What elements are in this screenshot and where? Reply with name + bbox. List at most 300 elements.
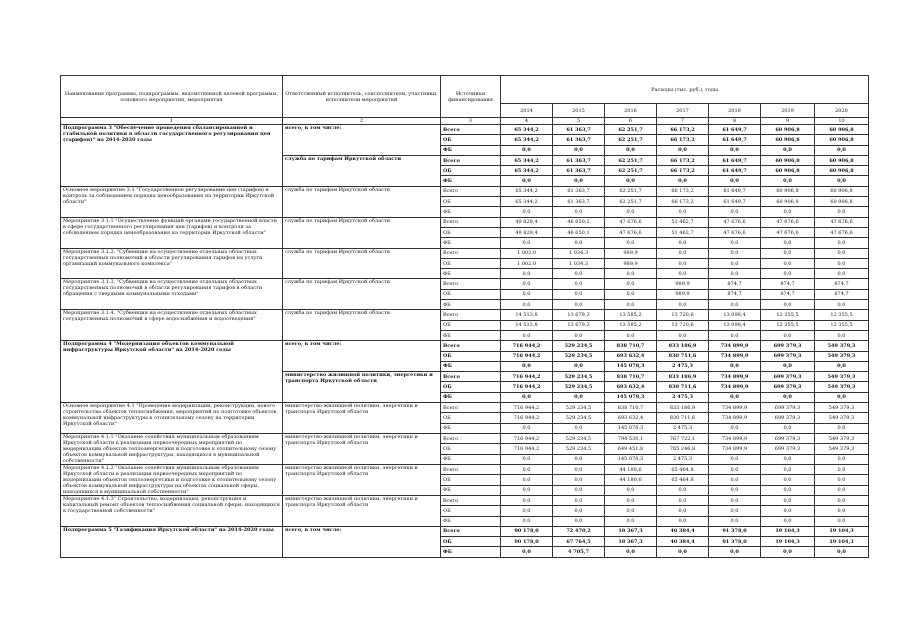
column-number: 4 (501, 118, 553, 125)
expense-value: 0,0 (709, 248, 761, 258)
expense-value: 61 363,7 (553, 125, 605, 135)
expense-value: 67 764,5 (553, 537, 605, 547)
program-name: Мероприятие 4.1.3" Строительство, модернизация, реконструкция и капитальный ремонт объектов теплоснабжения социальной сферы, находящихся в государственной собственности" (61, 495, 283, 526)
expense-value: 0,0 (761, 423, 815, 433)
expense-value: 61 363,7 (553, 186, 605, 196)
expense-value: 0,0 (761, 258, 815, 268)
expense-value: 61 363,7 (553, 155, 605, 165)
expense-value: 0,0 (553, 495, 605, 505)
expense-value: 0,0 (815, 547, 869, 557)
expense-value: 61 363,7 (553, 166, 605, 176)
expense-value: 0,0 (709, 300, 761, 310)
expense-value: 0,0 (553, 392, 605, 402)
table-row (61, 433, 869, 443)
expense-value: 60 906,8 (815, 186, 869, 196)
expense-value: 0,0 (815, 248, 869, 258)
expense-value: 0,0 (709, 547, 761, 557)
expense-value: 0,0 (605, 300, 657, 310)
expense-value: 0,0 (761, 176, 815, 186)
expense-value: 91 378,0 (709, 526, 761, 536)
expense-value: 0,0 (605, 289, 657, 299)
expense-value: 0,0 (501, 361, 553, 371)
expense-value: 90 178,0 (501, 526, 553, 536)
expense-value: 1 002,0 (501, 248, 553, 258)
expense-value: 0,0 (501, 176, 553, 186)
expense-value: 19 104,3 (761, 526, 815, 536)
funding-source: ФБ (441, 547, 501, 557)
funding-source: ОБ (441, 475, 501, 485)
expense-value: 0,0 (553, 330, 605, 340)
executor: служба по тарифам Иркутской области (283, 248, 441, 279)
expense-value: 716 944,2 (501, 351, 553, 361)
expense-value: 0,0 (761, 145, 815, 155)
expense-value: 0,0 (709, 258, 761, 268)
expense-value: 60 906,8 (761, 166, 815, 176)
expense-value: 0,0 (709, 464, 761, 474)
expense-value: 833 186,9 (657, 403, 709, 413)
expense-value: 0,0 (501, 300, 553, 310)
expense-value: 549 379,3 (815, 382, 869, 392)
funding-source: Всего (441, 310, 501, 320)
expense-value: 0,0 (657, 258, 709, 268)
expense-value: 60 906,8 (761, 155, 815, 165)
expense-value: 0,0 (761, 475, 815, 485)
expense-value: 830 711,6 (657, 382, 709, 392)
funding-source: ОБ (441, 320, 501, 330)
expense-value: 60 906,8 (815, 197, 869, 207)
expense-value: 13 720,6 (657, 310, 709, 320)
column-number: 10 (815, 118, 869, 125)
expense-value: 649 451,8 (605, 444, 657, 454)
expense-value: 0,0 (815, 506, 869, 516)
expense-value: 65 344,2 (501, 125, 553, 135)
expense-value: 61 649,7 (709, 155, 761, 165)
expense-value: 716 944,2 (501, 341, 553, 351)
expense-value: 61 649,7 (709, 125, 761, 135)
expense-value: 989,9 (657, 279, 709, 289)
expense-value: 693 632,4 (605, 382, 657, 392)
expense-value: 693 632,4 (605, 351, 657, 361)
expense-value: 49 828,4 (501, 217, 553, 227)
expense-value: 699 379,3 (761, 382, 815, 392)
executor: министерство жилищной политики, энергетики и транспорта Иркутской области (283, 403, 441, 434)
expense-value: 61 649,7 (709, 186, 761, 196)
expense-value: 989,9 (605, 248, 657, 258)
expense-value: 699 379,3 (761, 372, 815, 382)
expense-value: 0,0 (553, 361, 605, 371)
expense-value: 549 379,3 (815, 413, 869, 423)
expense-value: 65 344,2 (501, 166, 553, 176)
expense-value: 66 173,2 (657, 125, 709, 135)
expense-value: 529 234,5 (553, 403, 605, 413)
expense-value: 65 344,2 (501, 135, 553, 145)
expense-value: 61 649,7 (709, 135, 761, 145)
expense-value: 66 173,2 (657, 135, 709, 145)
expense-value: 4 705,7 (553, 547, 605, 557)
expense-value: 19 104,3 (815, 526, 869, 536)
expense-value: 66 173,2 (657, 186, 709, 196)
funding-source: Всего (441, 495, 501, 505)
expense-value: 529 234,5 (553, 433, 605, 443)
expense-value: 0,0 (709, 495, 761, 505)
expense-value: 40 384,4 (657, 537, 709, 547)
expense-value: 0,0 (605, 176, 657, 186)
expense-value: 0,0 (761, 330, 815, 340)
expense-value: 65 344,2 (501, 155, 553, 165)
expense-value: 734 899,9 (709, 341, 761, 351)
expense-value: 0,0 (709, 330, 761, 340)
executor: министерство жилищной политики, энергетики и транспорта Иркутской области (283, 495, 441, 526)
expense-value: 0,0 (815, 361, 869, 371)
expense-value: 734 899,9 (709, 351, 761, 361)
executor: служба по тарифам Иркутской области (283, 310, 441, 341)
expense-value: 47 676,6 (815, 227, 869, 237)
expense-value: 0,0 (709, 145, 761, 155)
expense-value: 0,0 (657, 269, 709, 279)
expense-value: 47 676,6 (709, 217, 761, 227)
program-name: Мероприятие 4.1.1 "Оказание содействия муниципальным образованиям Иркутской области в реализации первоочередных мероприятий по модернизации объектов теплоэнергетики и подготовке к отопительному сезону объектов коммунальной инфраструктуры, находящихся в муниципальной собственности" (61, 433, 283, 464)
funding-source: ОБ (441, 135, 501, 145)
expense-value: 0,0 (815, 495, 869, 505)
expense-value: 0,0 (657, 547, 709, 557)
expense-value: 699 379,3 (761, 433, 815, 443)
column-number: 5 (553, 118, 605, 125)
expense-value: 66 173,2 (657, 166, 709, 176)
funding-source: ФБ (441, 176, 501, 186)
expense-value: 0,0 (761, 485, 815, 495)
program-name: Мероприятие 3.1.2. "Субвенции на осуществление отдельных областных государственных полномочий в области регулирования тарифов на услуги организаций коммунального комплекса" (61, 248, 283, 279)
funding-source: ФБ (441, 516, 501, 526)
expense-value: 0,0 (553, 289, 605, 299)
expense-value: 0,0 (709, 392, 761, 402)
expense-value: 716 944,2 (501, 444, 553, 454)
funding-source: ФБ (441, 423, 501, 433)
expense-value: 0,0 (657, 330, 709, 340)
expense-value: 145 078,3 (605, 361, 657, 371)
expense-value: 0,0 (657, 238, 709, 248)
expense-value: 0,0 (553, 176, 605, 186)
column-number: 3 (441, 118, 501, 125)
expense-value: 60 906,8 (761, 197, 815, 207)
expense-value: 51 462,7 (657, 227, 709, 237)
expense-value: 61 363,7 (553, 197, 605, 207)
expense-value: 734 899,9 (709, 372, 761, 382)
funding-source: Всего (441, 155, 501, 165)
expense-value: 0,0 (605, 547, 657, 557)
expense-value: 0,0 (709, 361, 761, 371)
expense-value: 0,0 (709, 207, 761, 217)
expense-value: 716 944,2 (501, 403, 553, 413)
executor: служба по тарифам Иркутской области (283, 217, 441, 248)
header-executor: Ответственный исполнитель, соисполнители, участники, исполнители мероприятий (283, 76, 441, 118)
expense-value: 0,0 (501, 330, 553, 340)
expense-value: 529 234,5 (553, 351, 605, 361)
expense-value: 699 379,3 (761, 413, 815, 423)
expense-value: 0,0 (657, 300, 709, 310)
expense-value: 0,0 (605, 145, 657, 155)
expense-value: 734 899,9 (709, 413, 761, 423)
expense-value: 0,0 (761, 495, 815, 505)
expense-value: 0,0 (815, 258, 869, 268)
expense-value: 0,0 (761, 506, 815, 516)
expense-value: 989,9 (657, 289, 709, 299)
expense-value: 838 710,7 (605, 403, 657, 413)
expense-value: 47 676,6 (761, 217, 815, 227)
expense-value: 0,0 (501, 392, 553, 402)
expense-value: 0,0 (501, 464, 553, 474)
expense-value: 0,0 (605, 495, 657, 505)
funding-source: ОБ (441, 166, 501, 176)
expense-value: 49 828,4 (501, 227, 553, 237)
expense-value: 145 078,3 (605, 423, 657, 433)
table-row (61, 495, 869, 505)
funding-source: ОБ (441, 227, 501, 237)
expense-value: 734 899,9 (709, 403, 761, 413)
expense-value: 0,0 (501, 207, 553, 217)
expense-value: 716 944,2 (501, 372, 553, 382)
expense-value: 0,0 (553, 300, 605, 310)
expense-value: 91 378,0 (709, 537, 761, 547)
expense-value: 61 363,7 (553, 135, 605, 145)
expense-value: 60 906,8 (761, 186, 815, 196)
funding-source: ОБ (441, 537, 501, 547)
expense-value: 699 379,3 (761, 341, 815, 351)
funding-source: ОБ (441, 258, 501, 268)
table-row (61, 217, 869, 227)
funding-source: ФБ (441, 238, 501, 248)
expense-value: 765 246,8 (657, 444, 709, 454)
expense-value: 0,0 (605, 506, 657, 516)
expense-value: 549 379,3 (815, 403, 869, 413)
expense-value: 716 944,2 (501, 433, 553, 443)
expense-value: 767 722,1 (657, 433, 709, 443)
expense-value: 0,0 (501, 454, 553, 464)
expense-value: 12 355,5 (815, 310, 869, 320)
expense-value: 0,0 (657, 495, 709, 505)
expenditure-table (60, 75, 869, 558)
expense-value: 0,0 (501, 279, 553, 289)
expense-value: 51 462,7 (657, 217, 709, 227)
expense-value: 18 367,3 (605, 526, 657, 536)
expense-value: 716 944,2 (501, 413, 553, 423)
funding-source: Всего (441, 433, 501, 443)
expense-value: 0,0 (761, 464, 815, 474)
expense-value: 0,0 (501, 506, 553, 516)
expense-value: 0,0 (815, 454, 869, 464)
expense-value: 0,0 (761, 300, 815, 310)
expense-value: 0,0 (553, 145, 605, 155)
funding-source: Всего (441, 279, 501, 289)
expense-value: 60 906,8 (815, 155, 869, 165)
funding-source: Всего (441, 341, 501, 351)
expense-value: 0,0 (553, 238, 605, 248)
expense-value: 0,0 (501, 516, 553, 526)
expense-value: 19 104,3 (815, 537, 869, 547)
expense-value: 0,0 (657, 516, 709, 526)
funding-source: Всего (441, 248, 501, 258)
expense-value: 13 585,2 (605, 320, 657, 330)
expense-value: 0,0 (605, 516, 657, 526)
expense-value: 529 234,5 (553, 372, 605, 382)
expense-value: 0,0 (605, 279, 657, 289)
expense-value: 0,0 (815, 485, 869, 495)
expense-value: 874,7 (761, 289, 815, 299)
header-year: 2020 (815, 104, 869, 118)
expense-value: 549 379,3 (815, 351, 869, 361)
expense-value: 716 944,2 (501, 382, 553, 392)
executor: министерство жилищной политики, энергетики и транспорта Иркутской области (283, 372, 441, 403)
expense-value: 0,0 (605, 330, 657, 340)
expense-value: 549 379,3 (815, 433, 869, 443)
expense-value: 0,0 (815, 464, 869, 474)
funding-source: ФБ (441, 145, 501, 155)
expense-value: 66 173,2 (657, 155, 709, 165)
executor: министерство жилищной политики, энергетики и транспорта Иркутской области (283, 464, 441, 495)
funding-source: Всего (441, 526, 501, 536)
expense-value: 838 710,7 (605, 372, 657, 382)
expense-value: 0,0 (815, 516, 869, 526)
header-year: 2016 (605, 104, 657, 118)
expense-value: 145 078,3 (605, 454, 657, 464)
table-row (61, 464, 869, 474)
expense-value: 18 367,3 (605, 537, 657, 547)
expense-value: 0,0 (761, 516, 815, 526)
table-row (61, 125, 869, 135)
executor: служба по тарифам Иркутской области (283, 186, 441, 217)
executor: всего, в том числе: (283, 125, 441, 156)
expense-value: 0,0 (761, 207, 815, 217)
program-name: Подпрограмма 4 "Модернизация объектов коммунальной инфраструктуры Иркутской области" на 2014-2020 годы (61, 341, 283, 403)
expense-value: 699 379,3 (761, 444, 815, 454)
expense-value: 60 906,8 (761, 135, 815, 145)
expense-value: 0,0 (709, 475, 761, 485)
expense-value: 0,0 (501, 238, 553, 248)
expense-value: 0,0 (761, 361, 815, 371)
expense-value: 0,0 (501, 423, 553, 433)
header-name: Наименование программы, подпрограммы, ведомственной целевой программы, основного мероприятия, мероприятия (61, 76, 283, 118)
header-year: 2015 (553, 104, 605, 118)
expense-value: 62 251,7 (605, 125, 657, 135)
expense-value: 0,0 (815, 269, 869, 279)
executor: всего, в том числе: (283, 526, 441, 557)
table-row (61, 403, 869, 413)
expense-value: 734 899,9 (709, 382, 761, 392)
expense-value: 47 676,6 (815, 217, 869, 227)
table-row (61, 310, 869, 320)
funding-source: ОБ (441, 444, 501, 454)
funding-source: ФБ (441, 392, 501, 402)
expense-value: 0,0 (815, 145, 869, 155)
expense-value: 13 098,4 (709, 320, 761, 330)
program-name: Подпрограмма 5 "Газификация Иркутской области" на 2014-2020 годы (61, 526, 283, 557)
expense-value: 830 711,6 (657, 413, 709, 423)
expense-value: 874,7 (815, 289, 869, 299)
funding-source: ФБ (441, 300, 501, 310)
expense-value: 0,0 (553, 454, 605, 464)
expense-value: 874,7 (761, 279, 815, 289)
expense-value: 61 649,7 (709, 166, 761, 176)
expense-value: 0,0 (709, 423, 761, 433)
expense-value: 0,0 (709, 506, 761, 516)
header-year: 2018 (709, 104, 761, 118)
funding-source: ФБ (441, 330, 501, 340)
expense-value: 0,0 (501, 475, 553, 485)
expense-value: 0,0 (709, 485, 761, 495)
executor: служба по тарифам Иркутской области (283, 279, 441, 310)
expense-value: 0,0 (553, 279, 605, 289)
expense-value: 12 355,5 (761, 320, 815, 330)
executor: служба по тарифам Иркутской области (283, 155, 441, 186)
program-name: Подпрограмма 3 "Обеспечение проведения сбалансированной и стабильной политики в области государственного регулирования цен (тарифов)" на 2014-2020 годы (61, 125, 283, 187)
funding-source: ОБ (441, 289, 501, 299)
funding-source: ОБ (441, 506, 501, 516)
expense-value: 12 355,5 (761, 310, 815, 320)
expense-value: 0,0 (709, 269, 761, 279)
table-row (61, 279, 869, 289)
expense-value: 529 234,5 (553, 444, 605, 454)
expense-value: 0,0 (657, 485, 709, 495)
expense-value: 44 180,6 (605, 475, 657, 485)
expense-value: 0,0 (761, 547, 815, 557)
program-name: Мероприятие 3.1.4. "Субвенции на осуществление отдельных областных государственных полномочий в сфере водоснабжения и водоотведения" (61, 310, 283, 341)
expense-value: 549 379,3 (815, 444, 869, 454)
column-number: 7 (657, 118, 709, 125)
expense-value: 549 379,3 (815, 372, 869, 382)
expense-value: 40 384,4 (657, 526, 709, 536)
funding-source: ОБ (441, 351, 501, 361)
expense-value: 2 475,3 (657, 361, 709, 371)
expense-value: 46 650,1 (553, 217, 605, 227)
expense-value: 0,0 (553, 464, 605, 474)
funding-source: Всего (441, 464, 501, 474)
table-row (61, 526, 869, 536)
expense-value: 65 464,8 (657, 464, 709, 474)
expense-value: 0,0 (501, 289, 553, 299)
expense-value: 65 464,8 (657, 475, 709, 485)
expense-value: 60 906,8 (815, 166, 869, 176)
column-number: 8 (709, 118, 761, 125)
expense-value: 60 906,8 (815, 135, 869, 145)
expense-value: 0,0 (815, 392, 869, 402)
expense-value: 0,0 (657, 176, 709, 186)
expense-value: 529 234,5 (553, 341, 605, 351)
expense-value: 0,0 (553, 207, 605, 217)
expense-value: 0,0 (815, 475, 869, 485)
expense-value: 2 475,3 (657, 454, 709, 464)
funding-source: Всего (441, 186, 501, 196)
table-row (61, 186, 869, 196)
header-year: 2019 (761, 104, 815, 118)
header-year: 2014 (501, 104, 553, 118)
expense-value: 0,0 (761, 248, 815, 258)
funding-source: ФБ (441, 207, 501, 217)
expense-value: 0,0 (815, 423, 869, 433)
expense-value: 0,0 (709, 238, 761, 248)
expense-value: 0,0 (815, 238, 869, 248)
expense-value: 2 475,3 (657, 392, 709, 402)
expense-value: 693 632,4 (605, 413, 657, 423)
expense-value: 0,0 (761, 269, 815, 279)
expense-value: 0,0 (501, 547, 553, 557)
expense-value: 65 344,2 (501, 186, 553, 196)
expense-value: 0,0 (657, 145, 709, 155)
expense-value: 0,0 (815, 300, 869, 310)
expense-value: 833 186,9 (657, 341, 709, 351)
expense-value: 0,0 (553, 516, 605, 526)
expense-value: 62 251,7 (605, 197, 657, 207)
funding-source: Всего (441, 125, 501, 135)
expense-value: 874,7 (709, 289, 761, 299)
